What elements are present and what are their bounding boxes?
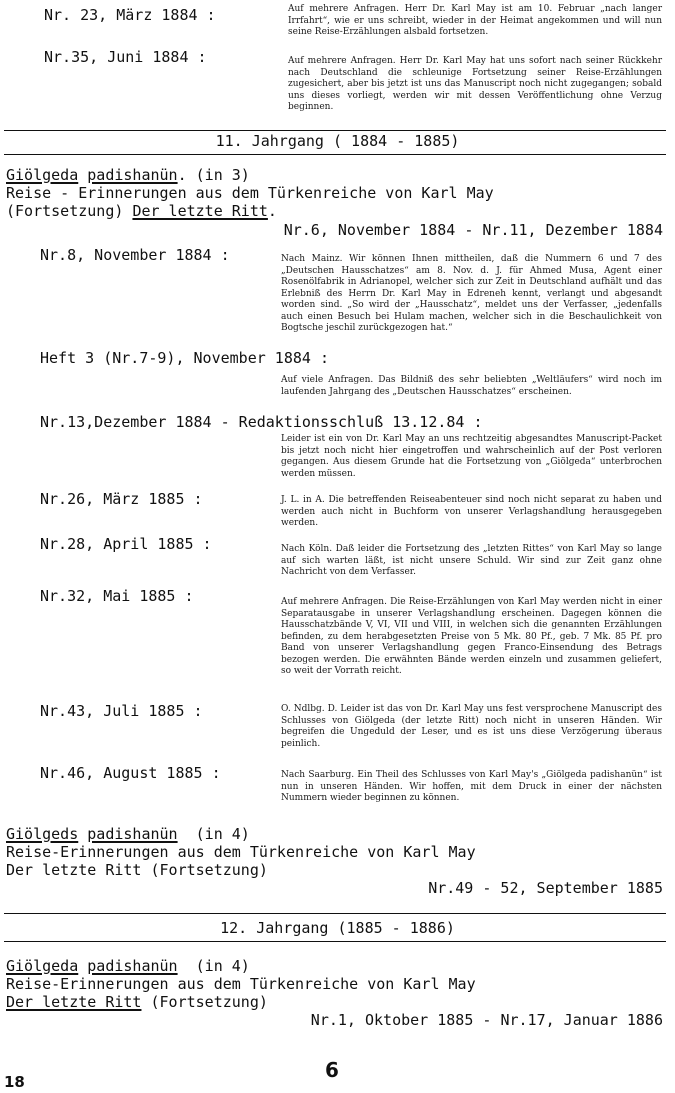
story-line: Der letzte Ritt (Fortsetzung) [6, 861, 268, 879]
title-word: Giölgeda [6, 166, 79, 184]
issue-range: Nr.1, Oktober 1885 - Nr.17, Januar 1886 [310, 1011, 663, 1029]
subtitle: Reise-Erinnerungen aus dem Türkenreiche von Karl May [6, 975, 476, 993]
divider [4, 913, 666, 914]
series-title [6, 957, 250, 975]
entry-label: Nr.26, März 1885 : [40, 490, 203, 508]
series-title [6, 825, 250, 843]
story-suffix: . [267, 202, 277, 220]
entry-label: Nr.32, Mai 1885 : [40, 587, 194, 605]
section-heading: 11. Jahrgang ( 1884 - 1885) [215, 132, 460, 150]
story-suffix: (Fortsetzung) [141, 993, 268, 1011]
entry-label: Nr.43, Juli 1885 : [40, 702, 203, 720]
entry-note: Nach Mainz. Wir können Ihnen mittheilen, daß die Nummern 6 und 7 des „Deutschen Hausschatzes“ am 8. Nov. d. J. für Ahmed Musa, Agent einer Rosenölfabrik in Adrianopel, welcher sich zur Zeit in Deutschland aufhält und das Erlebniß des Herrn Dr. Karl May in Edreneh kennt, verlangt und abgesandt worden sind. „So wird der „Hausschatz“, meldet uns der Verfasser, „jedenfalls auch einen Besuch bei Hulam machen, welcher sich in die Beschaulichkeit von Bogtsche jeschil zurückgezogen hat.“ [281, 254, 662, 333]
entry-note: Auf mehrere Anfragen. Herr Dr. Karl May ist am 10. Februar „nach langer Irrfahrt“, wie er uns schreibt, wieder in der Heimat angekommen und will nun seine Reise-Erzählungen alsbald fortsetzen. [288, 4, 662, 37]
entry-label: Heft 3 (Nr.7-9), November 1884 : [40, 349, 329, 367]
title-word: Giölgeds [6, 825, 79, 843]
entry-note: O. Ndlbg. D. Leider ist das von Dr. Karl May uns fest versprochene Manuscript des Schlusses von Giölgeda (der letzte Ritt) noch nicht in unseren Händen. Wir begreifen die Ungeduld der Leser, und es ist uns diese Verzögerung überaus peinlich. [281, 704, 662, 749]
title-suffix: (in 4) [177, 825, 250, 843]
issue-range: Nr.49 - 52, September 1885 [428, 879, 663, 897]
entry-label: Nr.35, Juni 1884 : [44, 48, 207, 66]
issue-range: Nr.6, November 1884 - Nr.11, Dezember 1884 [283, 221, 663, 239]
entry-label: Nr.28, April 1885 : [40, 535, 212, 553]
entry-label: Nr.8, November 1884 : [40, 246, 230, 264]
title-word: padishanün [87, 957, 178, 975]
title-word: padishanün [87, 825, 178, 843]
subtitle: Reise - Erinnerungen aus dem Türkenreiche von Karl May [6, 184, 494, 202]
entry-label: Nr.46, August 1885 : [40, 764, 221, 782]
story-line [6, 202, 277, 220]
entry-label: Nr.13,Dezember 1884 - Redaktionsschluß 13.12.84 : [40, 413, 483, 431]
entry-label: Nr. 23, März 1884 : [44, 6, 216, 24]
entry-note: Auf mehrere Anfragen. Die Reise-Erzählungen von Karl May werden nicht in einer Separatausgabe in unserer Verlagshandlung erscheinen. Dagegen können die Hausschatzbände V, VI, VII und VIII, in welchen sich die genannten Erzählungen befinden, zu dem herabgesetzten Preise von 5 Mk. 80 Pf., geb. 7 Mk. 85 Pf. pro Band von unserer Verlagshandlung gegen Franco-Einsendung des Betrags bezogen werden. Die erwähnten Bände werden einzeln und zusammen geliefert, so weit der Vorrath reicht. [281, 597, 662, 676]
story-line [6, 993, 268, 1011]
series-title [6, 166, 250, 184]
entry-note: Nach Saarburg. Ein Theil des Schlusses von Karl May's „Giölgeda padishanün“ ist nun in unseren Händen. Wir hoffen, mit dem Druck in einer der nächsten Nummern wieder beginnen zu können. [281, 770, 662, 803]
divider [4, 941, 666, 942]
story-title: Der letzte Ritt [6, 993, 142, 1011]
story-title: Der letzte Ritt [132, 202, 268, 220]
title-word: padishanün [87, 166, 178, 184]
title-suffix: (in 4) [177, 957, 250, 975]
entry-note: Leider ist ein von Dr. Karl May an uns rechtzeitig abgesandtes Manuscript-Packet bis jetzt noch nicht hier eingetroffen und wahrscheinlich auf der Post verloren gegangen. Aus diesem Grunde hat die Fortsetzung von „Giölgeda“ unterbrochen werden müssen. [281, 434, 662, 479]
subtitle: Reise-Erinnerungen aus dem Türkenreiche von Karl May [6, 843, 476, 861]
entry-note: J. L. in A. Die betreffenden Reiseabenteuer sind noch nicht separat zu haben und werden auch nicht in Buchform von unserer Verlagshandlung herausgegeben werden. [281, 495, 662, 528]
entry-note: Nach Köln. Daß leider die Fortsetzung des „letzten Rittes“ von Karl May so lange auf sich warten läßt, ist nicht unsere Schuld. Wir sind zur Zeit ganz ohne Nachricht von dem Verfasser. [281, 544, 662, 577]
divider [4, 154, 666, 155]
divider [4, 130, 666, 131]
page-number-center: 6 [325, 1058, 339, 1082]
title-word: Giölgeda [6, 957, 79, 975]
title-suffix: . (in 3) [177, 166, 250, 184]
page-number-left: 18 [4, 1073, 25, 1091]
story-prefix: (Fortsetzung) [6, 202, 133, 220]
entry-note: Auf viele Anfragen. Das Bildniß des sehr beliebten „Weltläufers“ wird noch im laufenden Jahrgang des „Deutschen Hausschatzes“ erscheinen. [281, 375, 662, 397]
entry-note: Auf mehrere Anfragen. Herr Dr. Karl May hat uns sofort nach seiner Rückkehr nach Deutschland die schleunige Fortsetzung seiner Reise-Erzählungen zugesichert, aber bis jetzt ist uns das Manuscript noch nicht zugegangen; sobald uns dieses vorliegt, werden wir mit dessen Veröffentlichung ohne Verzug beginnen. [288, 56, 662, 112]
section-heading: 12. Jahrgang (1885 - 1886) [220, 919, 455, 937]
